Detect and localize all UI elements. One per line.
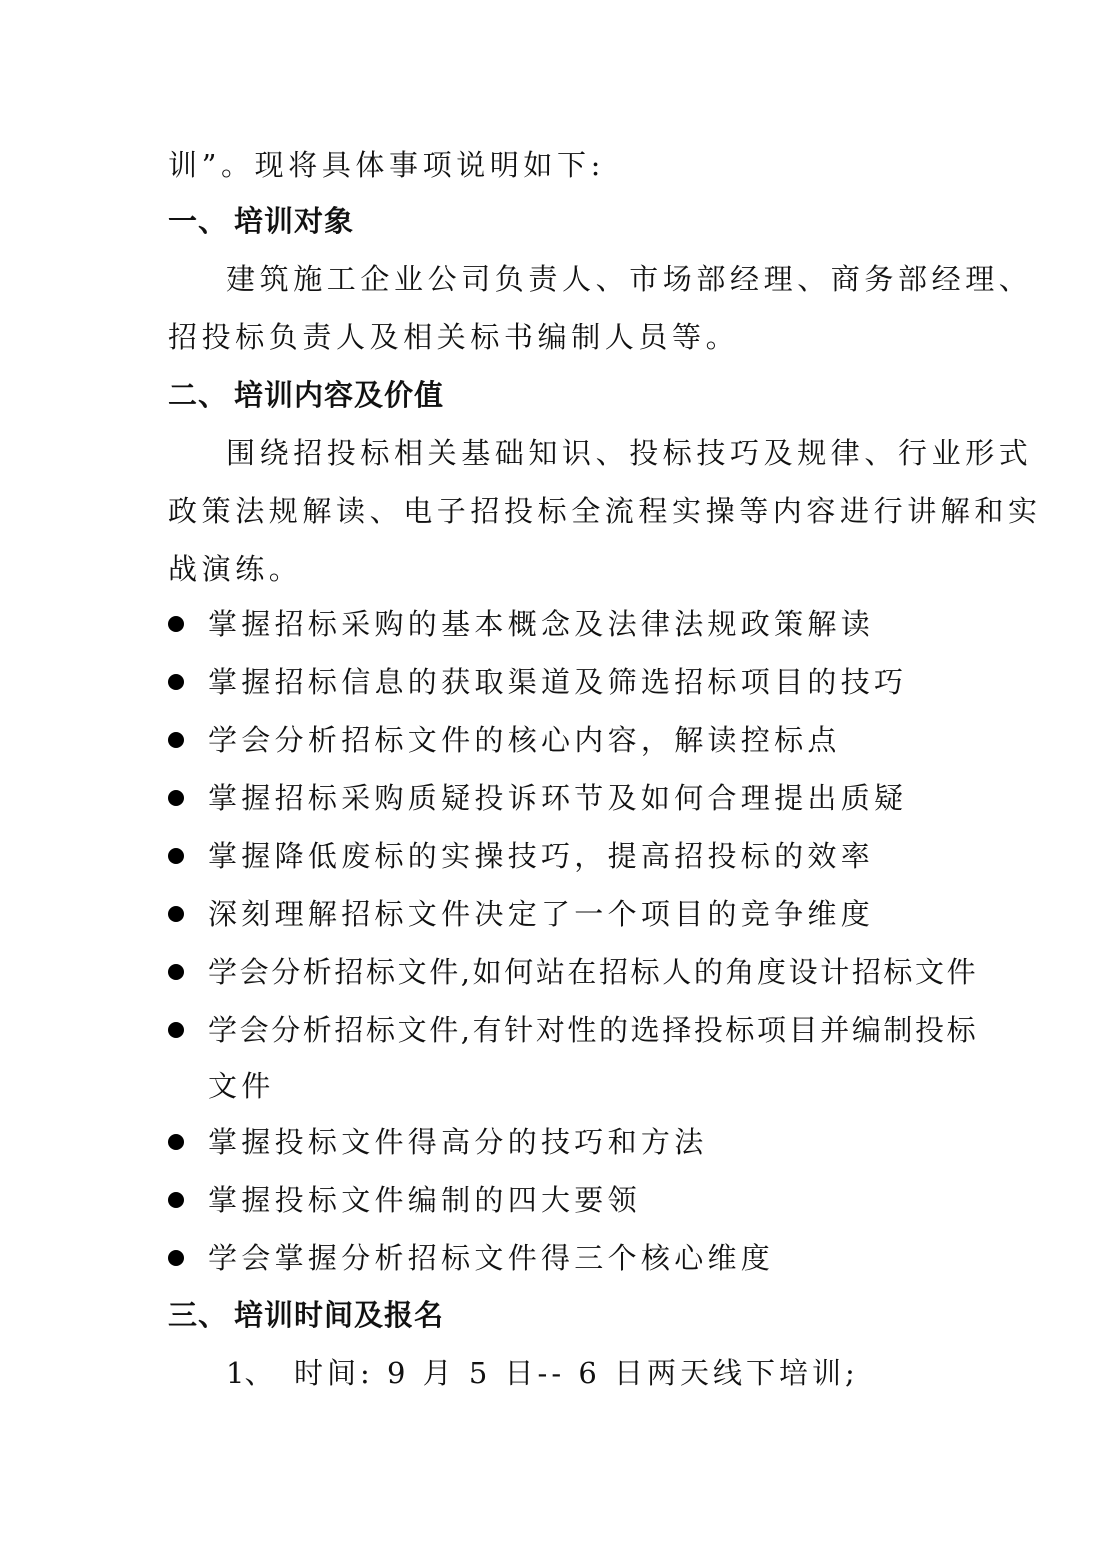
section-number: 一、 (168, 204, 229, 238)
bullet-dot-icon (168, 848, 184, 864)
list-item: 学会掌握分析招标文件得三个核心维度 (208, 1241, 775, 1275)
list-item: 深刻理解招标文件决定了一个项目的竞争维度 (208, 897, 875, 931)
list-item: 学会分析招标文件,有针对性的选择投标项目并编制投标 (208, 1013, 979, 1047)
section-number: 二、 (168, 378, 229, 412)
bullet-dot-icon (168, 906, 184, 922)
time-item-number: 1、 (226, 1356, 274, 1390)
bullet-dot-icon (168, 616, 184, 632)
section-heading-training-content (168, 378, 444, 412)
list-item: 掌握招标信息的获取渠道及筛选招标项目的技巧 (208, 665, 908, 699)
bullet-dot-icon (168, 674, 184, 690)
bullet-dot-icon (168, 1250, 184, 1266)
content-paragraph-line-1: 围绕招投标相关基础知识、投标技巧及规律、行业形式 (226, 436, 1033, 470)
list-item: 掌握降低废标的实操技巧，提高招投标的效率 (208, 839, 875, 873)
audience-paragraph-line-1: 建筑施工企业公司负责人、市场部经理、商务部经理、 (226, 262, 1033, 296)
bullet-dot-icon (168, 790, 184, 806)
list-item: 掌握投标文件编制的四大要领 (208, 1183, 641, 1217)
bullet-dot-icon (168, 1022, 184, 1038)
bullet-dot-icon (168, 1134, 184, 1150)
audience-paragraph-line-2: 招投标负责人及相关标书编制人员等。 (168, 320, 740, 354)
bullet-dot-icon (168, 732, 184, 748)
content-paragraph-line-3: 战演练。 (168, 552, 303, 586)
list-item: 学会分析招标文件的核心内容，解读控标点 (208, 723, 841, 757)
list-item: 掌握招标采购质疑投诉环节及如何合理提出质疑 (208, 781, 908, 815)
bullet-dot-icon (168, 1192, 184, 1208)
list-item: 掌握投标文件得高分的技巧和方法 (208, 1125, 708, 1159)
list-item-continuation: 文件 (208, 1069, 275, 1103)
section-title: 培训内容及价值 (234, 378, 445, 412)
section-title: 培训时间及报名 (234, 1298, 445, 1332)
section-heading-training-time (168, 1298, 444, 1332)
intro-paragraph-tail: 训”。现将具体事项说明如下: (168, 148, 605, 182)
section-heading-training-audience (168, 204, 354, 238)
list-item: 掌握招标采购的基本概念及法律法规政策解读 (208, 607, 875, 641)
section-number: 三、 (168, 1298, 229, 1332)
bullet-dot-icon (168, 964, 184, 980)
section-title: 培训对象 (234, 204, 355, 238)
list-item: 学会分析招标文件,如何站在招标人的角度设计招标文件 (208, 955, 979, 989)
time-item-text: 时间: 9 月 5 日-- 6 日两天线下培训; (294, 1356, 859, 1390)
content-paragraph-line-2: 政策法规解读、电子招投标全流程实操等内容进行讲解和实 (168, 494, 1042, 528)
